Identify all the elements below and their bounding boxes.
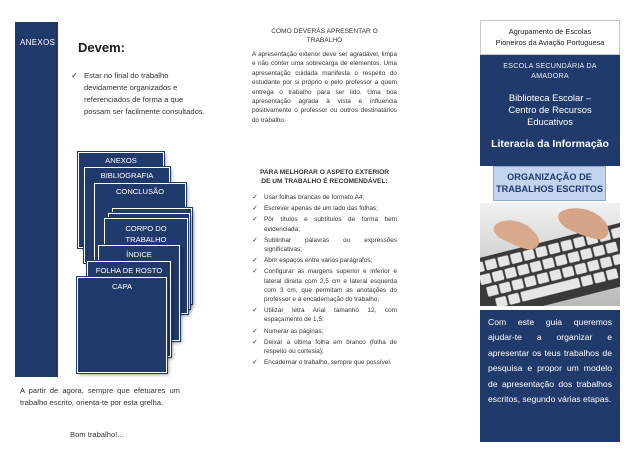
brochure-title-line2: TRABALHOS ESCRITOS bbox=[495, 184, 604, 194]
card-anexos-label: ANEXOS bbox=[105, 156, 137, 165]
recommendations-list bbox=[252, 193, 397, 367]
presentation-paragraph: A apresentação exterior deve ser agradável, limpa e não conter uma sobrecarga de elementos. Uma apresentação cuidada manifesta o respeito do estudante por si próprio e pelo professor a quem entrega o trabalho para ser lido. Uma boa apresentação agrada à vista e influencia positivamente o professor ou outros destinatários do trabalho. bbox=[252, 51, 397, 124]
card-corpo-label-2: TRABALHO bbox=[125, 235, 167, 244]
brochure-title-line1: ORGANIZAÇÃO DE bbox=[507, 172, 592, 182]
side-bar bbox=[15, 22, 58, 377]
section-title-presentation bbox=[252, 27, 397, 45]
brochure-title-box bbox=[493, 166, 606, 201]
library-name: Biblioteca Escolar – Centro de Recursos Educativos bbox=[508, 92, 592, 127]
list-item: ✓ Usar folhas brancas de formato A4; bbox=[252, 194, 365, 201]
section-title-presentation-line2: TRABALHO bbox=[306, 37, 343, 44]
devem-heading: Devem: bbox=[78, 40, 125, 55]
devem-bullet-text: Estar no final do trabalho devidamente organizados e referenciados de forma a que possam ser facilmente consultados. bbox=[84, 71, 205, 116]
side-bar-label: ANEXOS bbox=[20, 38, 56, 47]
devem-bullet bbox=[71, 70, 206, 118]
sign-off: Bom trabalho!... bbox=[70, 430, 124, 439]
closing-note: A partir de agora, sempre que efetuares um trabalho escrito, orienta-te por esta grelha. bbox=[20, 386, 180, 407]
list-item: ✓ Sublinhar palavras ou expressões significativas; bbox=[252, 236, 397, 254]
list-item: ✓ Encadernar o trabalho, sempre que possível. bbox=[252, 359, 392, 367]
card-bibliografia-label: BIBLIOGRAFIA bbox=[100, 171, 154, 180]
school-group-line1: Agrupamento de Escolas bbox=[508, 27, 592, 36]
list-item: ✓ Configurar as margens superior e inferior e lateral direita com 2,5 cm e lateral esquerda com 3 cm, que permitam as anotações do professor e a encadernação do trabalho; bbox=[252, 268, 397, 304]
checkmark-icon: ✓ bbox=[71, 71, 78, 80]
checkmark-icon: ✓ bbox=[252, 338, 258, 346]
school-name: ESCOLA SECUNDÁRIA DA AMADORA bbox=[503, 61, 597, 80]
list-item: ✓ Escrever apenas de um lado das folhas; bbox=[252, 205, 379, 213]
keyboard-photo bbox=[480, 203, 620, 306]
section-title-recommendations bbox=[252, 168, 397, 186]
checkmark-icon: ✓ bbox=[252, 257, 258, 265]
guide-description: Com este guia queremos ajudar-te a organizar e apresentar os teus trabalhos de pesquisa e propor um modelo de apresentação dos trabalhos escritos, segundo várias etapas. bbox=[488, 317, 612, 405]
keyboard-image bbox=[480, 203, 620, 306]
card-folha-rosto-label: FOLHA DE ROSTO bbox=[95, 266, 163, 275]
card-capa-label: CAPA bbox=[111, 282, 133, 291]
school-group-box bbox=[480, 20, 620, 55]
card-indice-label: ÍNDICE bbox=[126, 250, 152, 259]
school-group-line2: Pioneiros da Aviação Portuguesa bbox=[495, 38, 605, 47]
checkmark-icon: ✓ bbox=[252, 194, 258, 201]
card-capa bbox=[77, 277, 167, 373]
checkmark-icon: ✓ bbox=[252, 205, 258, 213]
section-title-recommendations-line2: DE UM TRABALHO É RECOMENDÁVEL: bbox=[261, 178, 388, 185]
checkmark-icon: ✓ bbox=[252, 359, 258, 367]
card-conclusao-label: CONCLUSÃO bbox=[115, 187, 165, 196]
checkmark-icon: ✓ bbox=[252, 268, 258, 276]
section-title-recommendations-line1: PARA MELHORAR O ASPETO EXTERIOR bbox=[260, 169, 389, 176]
checkmark-icon: ✓ bbox=[252, 216, 258, 224]
checkmark-icon: ✓ bbox=[252, 236, 258, 244]
card-corpo-label-1: CORPO DO bbox=[125, 224, 167, 233]
list-item: ✓ Utilizar letra Arial tamanho 12, com espaçamento de 1,5; bbox=[252, 307, 397, 324]
list-item: ✓ Abrir espaços entre vários parágrafos; bbox=[252, 257, 373, 265]
list-item: ✓ Pôr títulos e subtítulos de forma bem evidenciada; bbox=[252, 216, 397, 233]
checkmark-icon: ✓ bbox=[252, 327, 258, 335]
list-item: ✓ Numerar as páginas; bbox=[252, 327, 324, 335]
literacy-title: Literacia da Informação bbox=[491, 138, 609, 150]
guide-description-box bbox=[480, 310, 620, 442]
section-title-presentation-line1: COMO DEVERÁS APRESENTAR O bbox=[271, 28, 378, 35]
list-item: ✓ Deixar a última folha em branco (folha de respeito ou cortesia); bbox=[252, 338, 397, 356]
checkmark-icon: ✓ bbox=[252, 307, 258, 315]
